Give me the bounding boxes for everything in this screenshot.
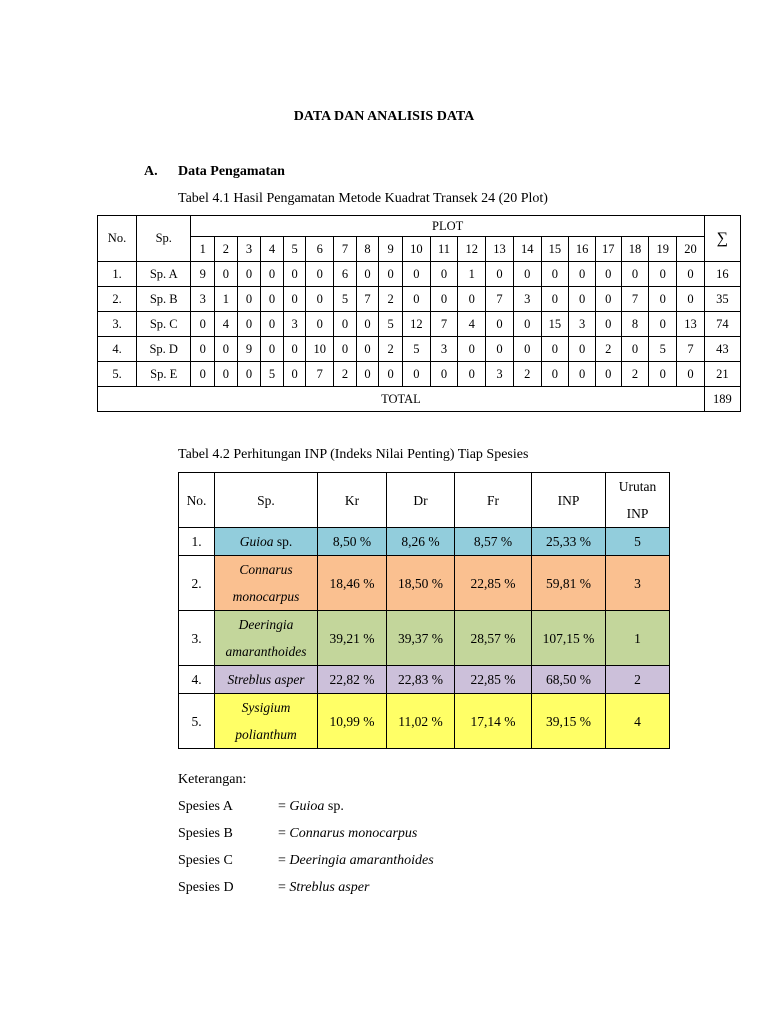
table2-header-dr: Dr [387,473,455,528]
table1-total-label: TOTAL [98,387,705,412]
plot-count: 15 [541,312,569,337]
note-species-name: Guioa [289,799,325,814]
row-sum: 74 [704,312,740,337]
plot-count: 4 [215,312,238,337]
plot-count: 7 [621,287,649,312]
species-name: Deeringia [238,617,294,632]
plot-count: 0 [283,362,306,387]
plot-count: 0 [261,312,284,337]
plot-count: 0 [430,287,458,312]
row-number: 5. [98,362,137,387]
plot-count: 0 [458,337,486,362]
inp-rank: 4 [606,694,670,749]
table1-header-no: No. [98,216,137,262]
plot-count: 0 [595,312,621,337]
plot-count: 0 [513,262,541,287]
plot-count: 7 [306,362,334,387]
inp-value: 107,15 % [532,611,606,666]
table2-header-kr: Kr [318,473,387,528]
plot-count: 0 [402,287,430,312]
dr-value: 18,50 % [387,556,455,611]
plot-count: 0 [334,337,357,362]
note-value [278,826,417,842]
species-name-line1 [217,556,315,583]
row-sum: 35 [704,287,740,312]
plot-header-10: 10 [402,237,430,262]
plot-count: 7 [486,287,514,312]
plot-count: 0 [283,337,306,362]
row-number: 2. [98,287,137,312]
plot-count: 5 [379,312,403,337]
plot-count: 7 [356,287,379,312]
plot-count: 2 [513,362,541,387]
plot-count: 2 [595,337,621,362]
plot-count: 5 [402,337,430,362]
table-row [179,694,670,749]
table-row [98,287,741,312]
dr-value: 11,02 % [387,694,455,749]
plot-header-1: 1 [191,237,215,262]
plot-count: 0 [306,262,334,287]
dr-value: 22,83 % [387,666,455,694]
plot-count: 7 [677,337,705,362]
plot-count: 0 [569,362,596,387]
plot-count: 12 [402,312,430,337]
row-number: 4. [179,666,215,694]
plot-count: 3 [191,287,215,312]
species-name-line2: polianthum [235,727,297,742]
plot-count: 0 [541,337,569,362]
species-name-line1 [217,694,315,721]
inp-value: 68,50 % [532,666,606,694]
plot-count: 5 [261,362,284,387]
plot-count: 0 [513,337,541,362]
inp-rank: 3 [606,556,670,611]
table-row [98,312,741,337]
species-code: Sp. D [137,337,191,362]
note-label: Spesies A [178,799,233,814]
plot-count: 0 [486,312,514,337]
document-title: DATA DAN ANALISIS DATA [293,109,475,124]
plot-count: 0 [261,287,284,312]
plot-count: 0 [430,362,458,387]
plot-count: 0 [677,262,705,287]
plot-count: 0 [677,287,705,312]
plot-count: 0 [283,287,306,312]
plot-count: 0 [261,262,284,287]
row-number: 5. [179,694,215,749]
note-label: Spesies C [178,853,233,868]
species-name-cell [215,611,318,666]
species-name: Connarus [239,562,293,577]
plot-count: 0 [513,312,541,337]
notes-heading: Keterangan: [178,772,247,787]
plot-count: 0 [379,362,403,387]
plot-count: 0 [191,337,215,362]
species-name-line2: amaranthoides [225,644,307,659]
plot-count: 0 [458,287,486,312]
table2-header-rank [606,473,670,528]
species-name-line1 [217,528,315,555]
plot-count: 0 [649,262,677,287]
table2-header-no: No. [179,473,215,528]
plot-count: 0 [595,262,621,287]
species-code: Sp. C [137,312,191,337]
plot-count: 0 [191,362,215,387]
table2-header-inp: INP [532,473,606,528]
plot-header-9: 9 [379,237,403,262]
inp-rank: 1 [606,611,670,666]
species-name-cell [215,694,318,749]
kr-value: 39,21 % [318,611,387,666]
plot-header-4: 4 [261,237,284,262]
plot-count: 2 [379,287,403,312]
species-name-line2: monocarpus [232,589,300,604]
note-label: Spesies B [178,826,233,841]
plot-header-12: 12 [458,237,486,262]
note-species-name: Streblus asper [289,880,370,895]
species-name: Sysigium [241,700,291,715]
table-row [98,337,741,362]
plot-count: 0 [430,262,458,287]
row-number: 1. [179,528,215,556]
plot-header-17: 17 [595,237,621,262]
plot-count: 0 [191,312,215,337]
plot-header-7: 7 [334,237,357,262]
species-suffix: sp. [273,534,293,549]
plot-count: 0 [261,337,284,362]
plot-count: 3 [569,312,596,337]
plot-count: 1 [458,262,486,287]
plot-count: 9 [191,262,215,287]
plot-count: 8 [621,312,649,337]
plot-count: 13 [677,312,705,337]
section-number: A. [144,164,158,179]
table-row [179,556,670,611]
note-equals: = [278,853,290,868]
note-value [278,853,434,869]
fr-value: 8,57 % [455,528,532,556]
dr-value: 8,26 % [387,528,455,556]
inp-value: 39,15 % [532,694,606,749]
row-number: 2. [179,556,215,611]
plot-count: 2 [334,362,357,387]
plot-count: 5 [649,337,677,362]
note-suffix: sp. [324,799,344,814]
plot-header-2: 2 [215,237,238,262]
table1-total-value: 189 [704,387,740,412]
note-species-name: Connarus monocarpus [289,826,418,841]
fr-value: 17,14 % [455,694,532,749]
species-name-cell [215,666,318,694]
table1-header-plot: PLOT [191,216,704,237]
plot-count: 6 [334,262,357,287]
species-name-line1 [217,666,315,693]
species-code: Sp. B [137,287,191,312]
species-code: Sp. A [137,262,191,287]
plot-count: 0 [215,362,238,387]
plot-count: 9 [237,337,261,362]
table2-header-rank-line1: Urutan [618,479,657,494]
kr-value: 18,46 % [318,556,387,611]
plot-count: 0 [402,262,430,287]
plot-count: 0 [215,262,238,287]
row-sum: 21 [704,362,740,387]
plot-count: 0 [677,362,705,387]
plot-count: 2 [379,337,403,362]
plot-header-19: 19 [649,237,677,262]
species-name: Streblus asper [227,672,305,687]
dr-value: 39,37 % [387,611,455,666]
table-row [98,262,741,287]
plot-count: 0 [458,362,486,387]
plot-header-6: 6 [306,237,334,262]
plot-header-18: 18 [621,237,649,262]
plot-count: 0 [334,312,357,337]
table2-header-rank-line2: INP [626,506,649,521]
plot-header-13: 13 [486,237,514,262]
plot-header-11: 11 [430,237,458,262]
plot-count: 0 [237,287,261,312]
plot-header-15: 15 [541,237,569,262]
fr-value: 22,85 % [455,666,532,694]
plot-count: 0 [237,312,261,337]
plot-count: 0 [356,337,379,362]
plot-count: 3 [283,312,306,337]
table2-caption: Tabel 4.2 Perhitungan INP (Indeks Nilai Penting) Tiap Spesies [178,447,529,462]
plot-count: 0 [621,262,649,287]
table1-header-sum: ∑ [704,216,740,262]
plot-count: 0 [569,262,596,287]
plot-count: 0 [541,287,569,312]
inp-rank: 5 [606,528,670,556]
plot-count: 0 [569,287,596,312]
plot-count: 0 [541,362,569,387]
plot-count: 0 [595,287,621,312]
kr-value: 8,50 % [318,528,387,556]
plot-count: 3 [430,337,458,362]
species-name-cell [215,528,318,556]
plot-count: 3 [513,287,541,312]
plot-count: 2 [621,362,649,387]
note-label: Spesies D [178,880,234,895]
plot-count: 0 [356,362,379,387]
plot-count: 0 [283,262,306,287]
plot-header-14: 14 [513,237,541,262]
species-name: Guioa [239,534,274,549]
table-row [98,362,741,387]
kr-value: 22,82 % [318,666,387,694]
table1-caption: Tabel 4.1 Hasil Pengamatan Metode Kuadrat Transek 24 (20 Plot) [178,191,548,206]
plot-count: 3 [486,362,514,387]
plot-count: 0 [486,337,514,362]
table2-header-sp: Sp. [215,473,318,528]
plot-count: 0 [541,262,569,287]
plot-header-3: 3 [237,237,261,262]
table2-header-fr: Fr [455,473,532,528]
inp-value: 25,33 % [532,528,606,556]
plot-count: 4 [458,312,486,337]
plot-count: 10 [306,337,334,362]
species-code: Sp. E [137,362,191,387]
species-name-line1 [217,611,315,638]
kr-value: 10,99 % [318,694,387,749]
plot-count: 5 [334,287,357,312]
plot-count: 1 [215,287,238,312]
plot-count: 0 [402,362,430,387]
plot-count: 0 [621,337,649,362]
note-value [278,880,369,896]
fr-value: 28,57 % [455,611,532,666]
plot-count: 0 [306,312,334,337]
plot-count: 0 [215,337,238,362]
plot-count: 0 [649,362,677,387]
plot-header-8: 8 [356,237,379,262]
note-equals: = [278,880,290,895]
row-sum: 43 [704,337,740,362]
section-title: Data Pengamatan [178,164,285,179]
row-sum: 16 [704,262,740,287]
plot-count: 0 [569,337,596,362]
row-number: 4. [98,337,137,362]
plot-header-20: 20 [677,237,705,262]
plot-header-5: 5 [283,237,306,262]
plot-count: 0 [486,262,514,287]
plot-count: 0 [649,312,677,337]
row-number: 3. [179,611,215,666]
inp-value: 59,81 % [532,556,606,611]
plot-count: 7 [430,312,458,337]
note-value [278,799,344,815]
note-equals: = [278,799,290,814]
table-row [179,611,670,666]
row-number: 3. [98,312,137,337]
plot-count: 0 [356,262,379,287]
plot-count: 0 [595,362,621,387]
fr-value: 22,85 % [455,556,532,611]
plot-observation-table [97,215,741,412]
plot-count: 0 [356,312,379,337]
table-row [179,528,670,556]
note-species-name: Deeringia amaranthoides [289,853,434,868]
plot-header-16: 16 [569,237,596,262]
table-row [179,666,670,694]
row-number: 1. [98,262,137,287]
inp-rank: 2 [606,666,670,694]
plot-count: 0 [649,287,677,312]
species-name-cell [215,556,318,611]
plot-count: 0 [237,262,261,287]
note-equals: = [278,826,290,841]
inp-table [178,472,670,749]
table1-header-sp: Sp. [137,216,191,262]
plot-count: 0 [237,362,261,387]
plot-count: 0 [306,287,334,312]
plot-count: 0 [379,262,403,287]
